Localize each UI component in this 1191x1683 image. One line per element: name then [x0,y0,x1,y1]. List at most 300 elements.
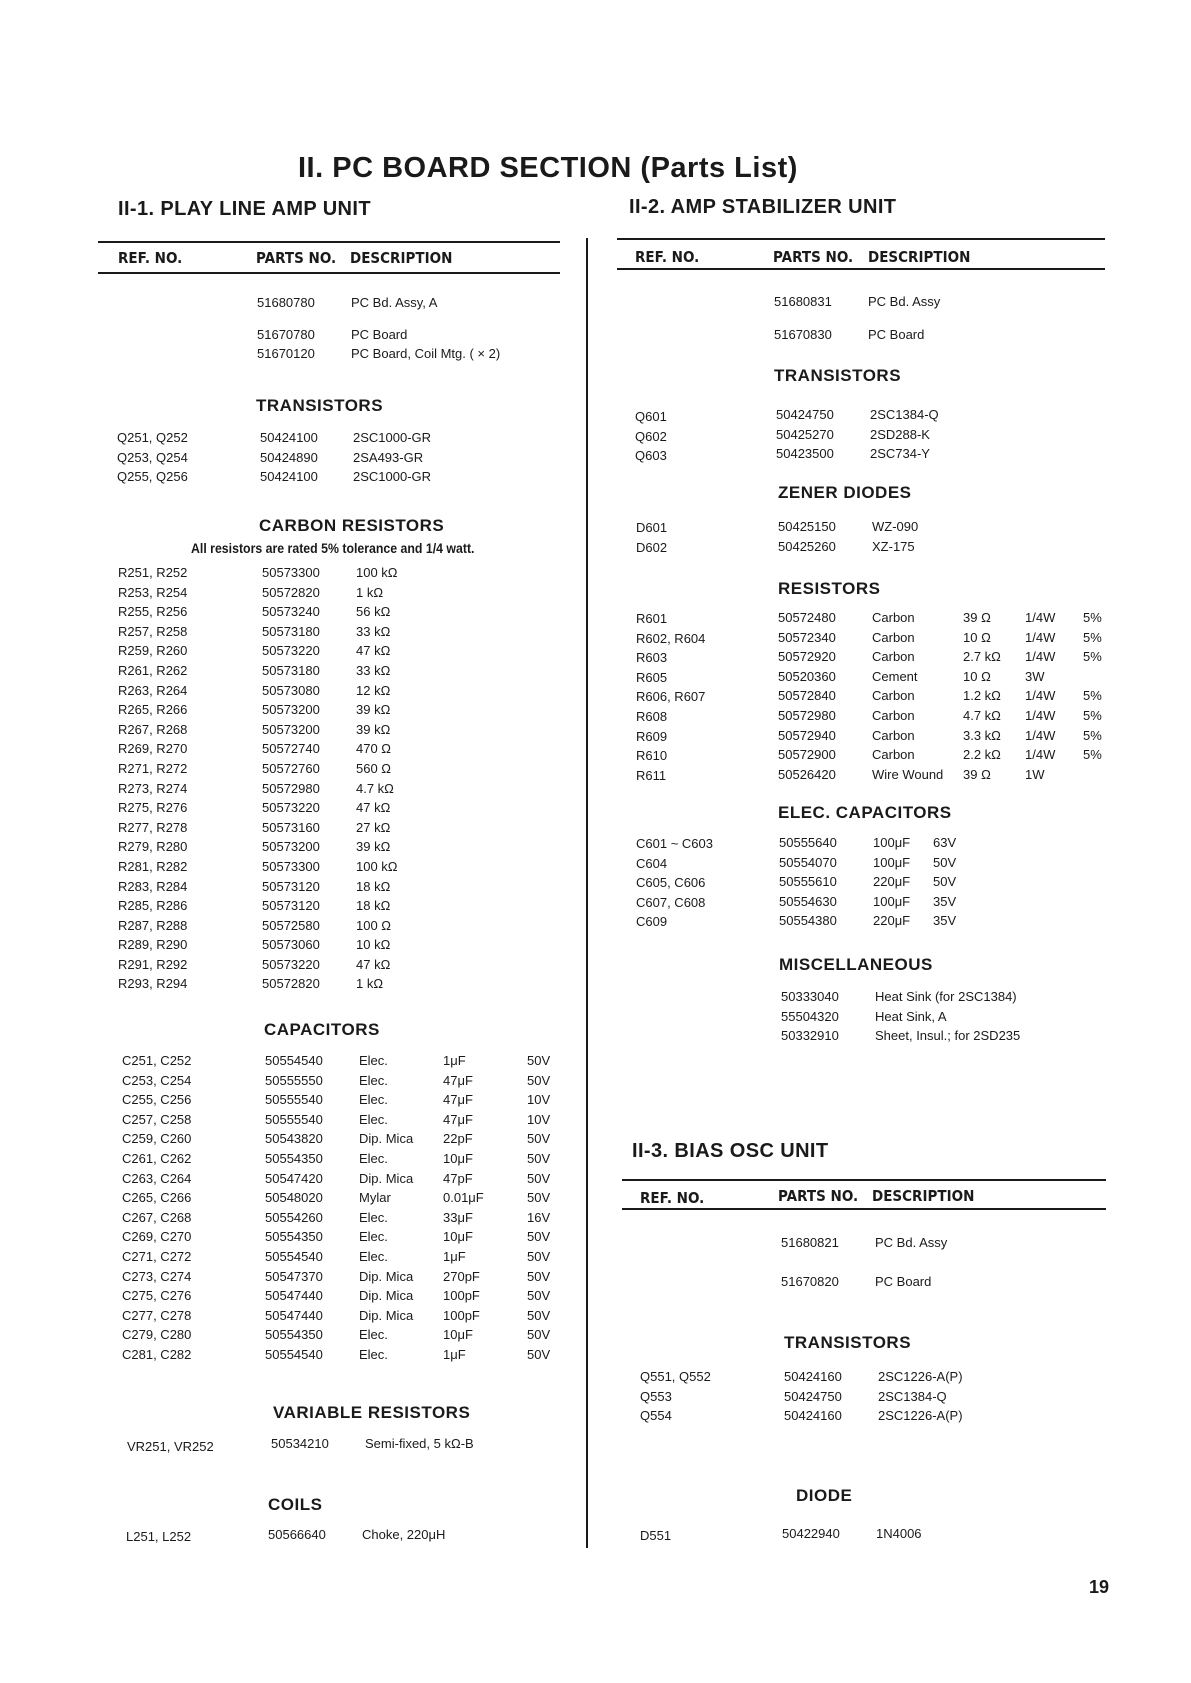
ref-no: L251, L252 [126,1529,192,1544]
capacitance-value: 47μF [443,1092,473,1108]
part-number: 51670830 [774,327,832,342]
ref-no: C605, C606 [636,875,706,891]
ref-no: C261, C262 [122,1150,192,1166]
capacitance-value: 270pF [443,1268,480,1284]
part-number: 50424160 [784,1369,842,1384]
resistance-value: 100 kΩ [356,858,398,874]
part-number: 50572480 [778,610,836,625]
capacitor-value-column [443,1051,484,1365]
ref-no: C251, C252 [122,1053,192,1068]
resistor-value-column [356,563,398,994]
part-number: 50572760 [262,760,320,776]
capacitor-type-column [359,1051,413,1365]
part-number: 50572900 [778,747,836,763]
ref-no: R608 [636,708,668,724]
table-header-rule [622,1208,1106,1210]
capacitance-value: 100pF [443,1288,480,1304]
ref-no: R255, R256 [118,604,188,620]
ref-no: C271, C272 [122,1248,192,1264]
resistor-part-column [778,608,836,784]
part-number: 51680780 [257,295,315,310]
part-number: 50566640 [268,1527,326,1542]
part-number: 50547370 [265,1268,323,1284]
ref-no: R601 [636,611,668,626]
misc-desc-column [875,987,1020,1046]
ref-no: R269, R270 [118,741,188,757]
capacitor-ref-column [636,834,713,932]
table-top-rule [617,238,1105,240]
part-number: 50573060 [262,937,320,953]
transistor-ref-column [117,428,188,487]
tolerance: 5% [1083,727,1102,743]
part-number: 51670780 [257,327,315,342]
part-number: 50573220 [262,800,320,816]
description: PC Bd. Assy [875,1235,948,1250]
part-number: 51670120 [257,346,315,361]
description: 2SC1226-A(P) [878,1369,963,1384]
resistance-value: 100 kΩ [356,565,398,580]
ref-no: C257, C258 [122,1111,192,1127]
part-number: 50555610 [779,874,837,890]
part-number: 51680821 [781,1235,839,1250]
subsection-variable-resistors: VARIABLE RESISTORS [273,1403,471,1422]
ref-no: R275, R276 [118,800,188,816]
resistance-value: 10 Ω [963,668,991,684]
voltage-rating: 50V [527,1131,551,1147]
ref-no: R610 [636,748,668,764]
capacitance-value: 47pF [443,1170,473,1186]
capacitance-value: 1μF [443,1346,466,1362]
ref-no: C259, C260 [122,1131,192,1147]
wattage: 1/4W [1025,610,1056,625]
capacitance-value: 33μF [443,1209,473,1225]
wattage: 1/4W [1025,688,1056,704]
ref-no: Q554 [640,1408,672,1424]
part-number: 50526420 [778,766,836,782]
resistor-type: Carbon [872,610,915,625]
voltage-rating: 50V [527,1288,551,1304]
table-header-rule [617,268,1105,270]
resistance-value: 1.2 kΩ [963,688,1001,704]
part-number: 50424100 [260,469,318,485]
ref-no: R253, R254 [118,584,188,600]
resistance-value: 47 kΩ [356,643,391,659]
table-top-rule [98,241,560,243]
resistance-value: 10 kΩ [356,937,391,953]
resistor-type: Carbon [872,649,915,665]
part-number: 50424100 [260,430,318,445]
transistor-ref-column [635,407,667,466]
header-ref-no: REF. NO. [118,249,183,267]
part-number: 50572980 [262,780,320,796]
part-number: 50554380 [779,913,837,929]
part-number: 50424750 [776,407,834,422]
ref-no: C601 ~ C603 [636,836,713,851]
capacitance-value: 10μF [443,1229,473,1245]
ref-no: R602, R604 [636,630,706,646]
capacitance-value: 100μF [873,893,911,909]
ref-no: C609 [636,914,668,930]
part-number: 50573180 [262,662,320,678]
description: PC Board, Coil Mtg. ( × 2) [351,346,501,361]
part-number: 50573160 [262,819,320,835]
part-number: 50572340 [778,629,836,645]
ref-no: C279, C280 [122,1327,192,1343]
header-description: DESCRIPTION [868,248,971,266]
ref-no: R277, R278 [118,819,188,835]
part-number: 51680831 [774,294,832,309]
header-description: DESCRIPTION [872,1187,975,1205]
voltage-rating: 50V [933,854,957,870]
description: PC Board [875,1274,932,1289]
ref-no: Q603 [635,448,667,464]
subsection-carbon-resistors: CARBON RESISTORS [259,516,445,535]
voltage-rating: 50V [527,1307,551,1323]
ref-no: R281, R282 [118,858,188,874]
tolerance [1083,667,1102,687]
table-header-rule [98,272,560,274]
capacitance-value: 47μF [443,1111,473,1127]
ref-no: D601 [636,520,668,535]
resistance-value: 33 kΩ [356,623,391,639]
resistance-value: 56 kΩ [356,604,391,620]
capacitor-type: Dip. Mica [359,1288,414,1304]
ref-no: R289, R290 [118,937,188,953]
ref-no: C269, C270 [122,1229,192,1245]
capacitance-value: 1μF [443,1053,466,1068]
part-number: 50423500 [776,446,834,462]
resistor-type: Carbon [872,707,915,723]
part-number: 50573300 [262,565,320,580]
resistor-type: Cement [872,668,918,684]
resistor-type: Carbon [872,629,915,645]
part-number: 50554350 [265,1327,323,1343]
header-ref-no: REF. NO. [640,1189,705,1207]
part-number: 50572820 [262,976,320,992]
capacitance-value: 0.01μF [443,1190,484,1206]
part-number: 50520360 [778,668,836,684]
voltage-rating: 16V [527,1209,551,1225]
voltage-rating: 50V [527,1346,551,1362]
subsection-transistors: TRANSISTORS [784,1333,912,1352]
voltage-rating: 50V [527,1327,551,1343]
wattage: 1/4W [1025,747,1056,763]
ref-no: C255, C256 [122,1092,192,1108]
capacitor-voltage-column [527,1051,550,1365]
header-parts-no: PARTS NO. [256,249,337,267]
tolerance: 5% [1083,747,1102,763]
capacitor-type: Dip. Mica [359,1170,414,1186]
description: PC Bd. Assy [868,294,941,309]
ref-no: R263, R264 [118,682,188,698]
description: 2SC1226-A(P) [878,1408,963,1424]
capacitor-type: Elec. [359,1229,388,1245]
part-number: 51670820 [781,1274,839,1289]
part-number: 50543820 [265,1131,323,1147]
capacitor-type: Dip. Mica [359,1131,414,1147]
voltage-rating: 50V [527,1268,551,1284]
ref-no: C265, C266 [122,1190,192,1206]
voltage-rating: 50V [933,874,957,890]
description: 2SC734-Y [870,446,930,462]
resistance-value: 47 kΩ [356,956,391,972]
description: XZ-175 [872,538,915,554]
ref-no: R603 [636,650,668,666]
resistance-value: 39 Ω [963,610,991,625]
part-number: 50573220 [262,956,320,972]
description: Heat Sink (for 2SC1384) [875,989,1017,1004]
zener-ref-column [636,518,667,557]
ref-no: Q553 [640,1388,672,1404]
ref-no: C275, C276 [122,1288,192,1304]
voltage-rating: 10V [527,1092,551,1108]
part-number: 50573300 [262,858,320,874]
resistance-value: 39 kΩ [356,702,391,718]
ref-no: C604 [636,855,668,871]
resistor-ref-column [118,563,187,994]
ref-no: R251, R252 [118,565,188,580]
ref-no: R287, R288 [118,917,188,933]
capacitance-value: 100pF [443,1307,480,1323]
voltage-rating: 50V [527,1072,551,1088]
resistor-type-column [872,608,943,784]
capacitance-value: 47μF [443,1072,473,1088]
part-number: 50424890 [260,449,318,465]
wattage: 1W [1025,766,1045,782]
part-number: 50554630 [779,893,837,909]
tolerance [1083,765,1102,785]
resistance-value: 10 Ω [963,629,991,645]
description: Choke, 220μH [362,1527,446,1542]
tolerance: 5% [1083,688,1102,704]
resistance-value: 3.3 kΩ [963,727,1001,743]
voltage-rating: 35V [933,913,957,929]
wattage: 3W [1025,668,1045,684]
ref-no: Q602 [635,428,667,444]
part-number: 50555540 [265,1092,323,1108]
header-ref-no: REF. NO. [635,248,700,266]
description: 2SA493-GR [353,449,424,465]
subsection-coils: COILS [268,1495,323,1514]
header-parts-no: PARTS NO. [778,1187,859,1205]
resistor-value-column [963,608,1001,784]
ref-no: C273, C274 [122,1268,192,1284]
resistance-value: 27 kΩ [356,819,391,835]
wattage: 1/4W [1025,649,1056,665]
part-number: 50554260 [265,1209,323,1225]
part-number: 50572580 [262,917,320,933]
voltage-rating: 50V [527,1248,551,1264]
header-description: DESCRIPTION [350,249,453,267]
subsection-resistors: RESISTORS [778,579,881,598]
ref-no: R609 [636,728,668,744]
part-number: 50425150 [778,519,836,534]
capacitor-voltage-column [933,833,956,931]
part-number: 50554540 [265,1346,323,1362]
section-title-play-line-amp: II-1. PLAY LINE AMP UNIT [118,198,371,220]
part-number: 50555640 [779,835,837,850]
part-number: 50572840 [778,688,836,704]
capacitor-part-column [779,833,837,931]
resistance-value: 1 kΩ [356,584,384,600]
capacitor-type: Elec. [359,1072,388,1088]
part-number: 50572740 [262,741,320,757]
capacitor-type: Elec. [359,1092,388,1108]
part-number: 50332910 [781,1028,839,1044]
subsection-transistors: TRANSISTORS [774,366,902,385]
capacitance-value: 100μF [873,854,911,870]
column-divider [586,238,588,1548]
ref-no: R285, R286 [118,898,188,914]
part-number: 50573200 [262,721,320,737]
capacitance-value: 220μF [873,913,911,929]
resistance-value: 33 kΩ [356,662,391,678]
wattage: 1/4W [1025,727,1056,743]
resistance-value: 12 kΩ [356,682,391,698]
ref-no: C607, C608 [636,894,706,910]
resistor-tolerance-column [1083,608,1102,784]
ref-no: R611 [636,767,667,783]
resistance-value: 560 Ω [356,760,392,776]
resistance-value: 100 Ω [356,917,392,933]
ref-no: R265, R266 [118,702,188,718]
transistor-desc-column [870,405,939,464]
part-number: 55504320 [781,1008,839,1024]
ref-no: C281, C282 [122,1346,192,1362]
description: Heat Sink, A [875,1008,947,1024]
description: PC Board [868,327,925,342]
resistor-ref-column [636,609,705,785]
ref-no: C277, C278 [122,1307,192,1323]
ref-no: R271, R272 [118,760,188,776]
ref-no: Q251, Q252 [117,430,188,445]
capacitor-type: Elec. [359,1150,388,1166]
part-number: 50554540 [265,1248,323,1264]
part-number: 50572980 [778,707,836,723]
part-number: 50554350 [265,1150,323,1166]
part-number: 50554540 [265,1053,323,1068]
description: 2SC1000-GR [353,469,432,485]
capacitance-value: 10μF [443,1150,473,1166]
capacitor-type: Mylar [359,1190,391,1206]
transistor-part-column [784,1367,842,1426]
header-parts-no: PARTS NO. [773,248,854,266]
voltage-rating: 50V [527,1150,551,1166]
ref-no: Q253, Q254 [117,449,188,465]
capacitance-value: 10μF [443,1327,473,1343]
capacitor-ref-column [122,1051,191,1365]
part-number: 50573240 [262,604,320,620]
ref-no: C267, C268 [122,1209,192,1225]
description: PC Board [351,327,408,342]
description: PC Bd. Assy, A [351,295,438,310]
ref-no: R273, R274 [118,780,188,796]
ref-no: R283, R284 [118,878,188,894]
part-number: 50554350 [265,1229,323,1245]
voltage-rating: 50V [527,1229,551,1245]
ref-no: D551 [640,1528,672,1543]
resistance-value: 2.2 kΩ [963,747,1001,763]
part-number: 50555540 [265,1111,323,1127]
part-number: 50555550 [265,1072,323,1088]
part-number: 50333040 [781,989,839,1004]
wattage: 1/4W [1025,707,1056,723]
part-number: 50572920 [778,649,836,665]
voltage-rating: 35V [933,893,957,909]
capacitor-type: Elec. [359,1053,388,1068]
ref-no: R605 [636,669,668,685]
ref-no: C263, C264 [122,1170,192,1186]
resistance-value: 470 Ω [356,741,392,757]
capacitor-type: Dip. Mica [359,1307,414,1323]
part-number: 50573120 [262,898,320,914]
part-number: 50573080 [262,682,320,698]
part-number: 50424160 [784,1408,842,1424]
ref-no: R291, R292 [118,956,188,972]
resistance-value: 39 Ω [963,766,991,782]
subsection-diode: DIODE [796,1486,853,1505]
description: Sheet, Insul.; for 2SD235 [875,1028,1021,1044]
ref-no: C253, C254 [122,1072,192,1088]
description: 2SD288-K [870,426,930,442]
subsection-miscellaneous: MISCELLANEOUS [779,955,933,974]
resistance-value: 47 kΩ [356,800,391,816]
misc-part-column [781,987,839,1046]
part-number: 50573180 [262,623,320,639]
resistor-type: Wire Wound [872,766,944,782]
capacitance-value: 1μF [443,1248,466,1264]
part-number: 50547440 [265,1288,323,1304]
resistance-value: 1 kΩ [356,976,384,992]
ref-no: Q551, Q552 [640,1369,711,1384]
table-top-rule [622,1179,1106,1181]
ref-no: R257, R258 [118,623,188,639]
zener-desc-column [872,517,918,556]
page-number: 19 [1089,1577,1110,1597]
capacitance-value: 220μF [873,874,911,890]
voltage-rating: 63V [933,835,957,850]
part-number: 50572820 [262,584,320,600]
part-number: 50573220 [262,643,320,659]
ref-no: R259, R260 [118,643,188,659]
resistance-value: 2.7 kΩ [963,649,1001,665]
resistance-value: 18 kΩ [356,878,391,894]
wattage: 1/4W [1025,629,1056,645]
resistor-part-column [262,563,320,994]
part-number: 50554070 [779,854,837,870]
ref-no: R261, R262 [118,662,188,678]
transistor-desc-column [353,428,431,487]
ref-no: R279, R280 [118,839,188,855]
section-title-amp-stabilizer: II-2. AMP STABILIZER UNIT [629,196,897,218]
ref-no: R267, R268 [118,721,188,737]
ref-no: Q255, Q256 [117,469,188,485]
tolerance: 5% [1083,610,1102,625]
section-title-bias-osc: II-3. BIAS OSC UNIT [632,1140,829,1162]
part-number: 50534210 [271,1436,329,1451]
resistor-type: Carbon [872,747,915,763]
zener-part-column [778,517,836,556]
part-number: 50422940 [782,1526,840,1541]
transistor-part-column [776,405,834,464]
ref-no: VR251, VR252 [127,1439,214,1454]
capacitor-type: Elec. [359,1209,388,1225]
voltage-rating: 50V [527,1190,551,1206]
capacitance-value: 22pF [443,1131,473,1147]
capacitor-value-column [873,833,910,931]
transistor-ref-column [640,1367,711,1426]
voltage-rating: 50V [527,1170,551,1186]
